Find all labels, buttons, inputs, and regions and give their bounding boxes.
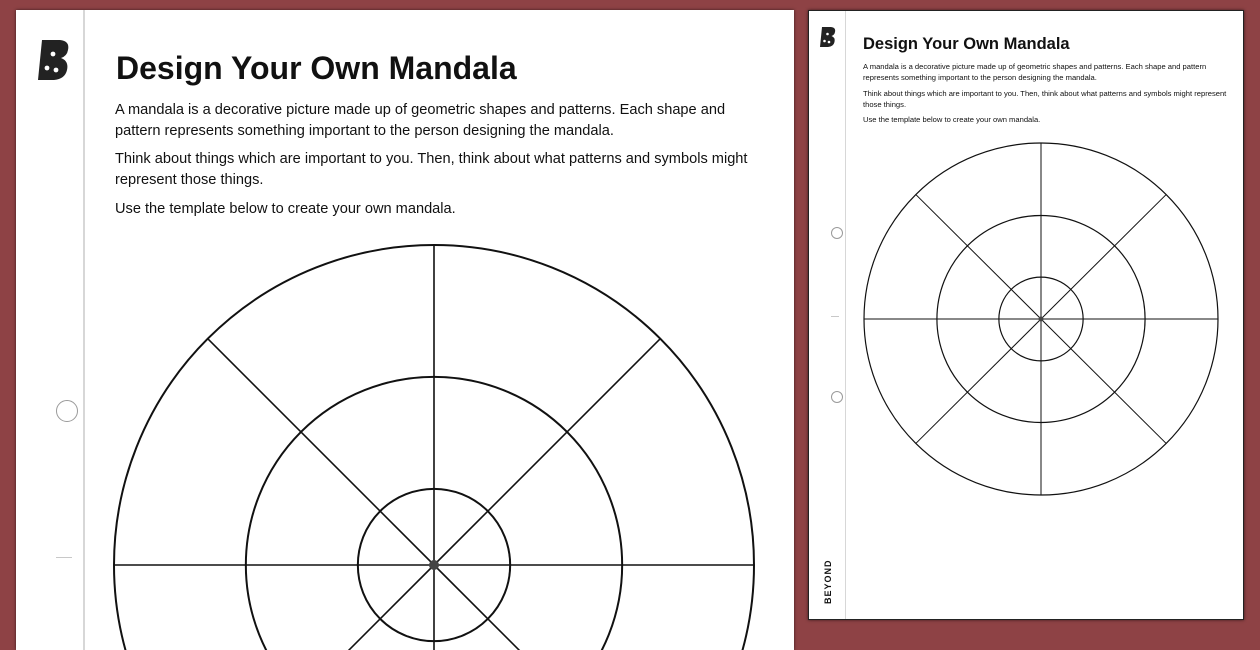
mandala-spoke-4 — [916, 195, 1041, 319]
page-title: Design Your Own Mandala — [116, 50, 517, 86]
mandala-spoke-2 — [434, 339, 660, 565]
brand-label: BEYOND — [823, 559, 833, 604]
mandala-template-small — [809, 11, 1244, 620]
intro-paragraph-small: A mandala is a decorative picture made up of geometric shapes and patterns. Each shape and pattern represents something important to the person designing the mandala. — [863, 62, 1207, 82]
mandala-spoke-8 — [1041, 319, 1166, 443]
instruction-paragraph: Think about things which are important to you. Then, think about what patterns and symbols might represent those things. — [115, 151, 748, 188]
mandala-spoke-6 — [916, 319, 1041, 443]
mandala-spoke-6 — [208, 565, 434, 650]
mandala-center-dot — [429, 560, 439, 570]
mandala-spoke-2 — [1041, 195, 1166, 319]
instruction-paragraph-small: Think about things which are important to you. Then, think about what patterns and symbols might represent those things. — [863, 89, 1227, 109]
template-instruction: Use the template below to create your own mandala. — [115, 201, 456, 217]
mandala-template-large — [16, 10, 794, 650]
mandala-center-dot — [1039, 317, 1044, 322]
page-title-small: Design Your Own Mandala — [863, 35, 1070, 53]
worksheet-page-large — [16, 10, 794, 650]
template-instruction-small: Use the template below to create your own mandala. — [863, 115, 1041, 124]
worksheet-page-small — [808, 10, 1244, 620]
mandala-spoke-4 — [208, 339, 434, 565]
intro-paragraph: A mandala is a decorative picture made up of geometric shapes and patterns. Each shape and pattern represents something important to the person designing the mandala. — [115, 102, 726, 139]
mandala-spoke-8 — [434, 565, 660, 650]
